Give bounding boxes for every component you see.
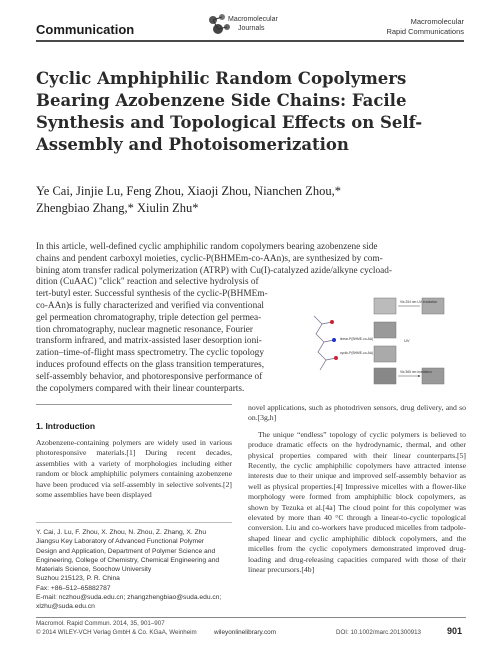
- section-heading: 1. Introduction: [36, 421, 96, 431]
- page-number: 901: [447, 626, 463, 636]
- footer-copyright: © 2014 WILEY-VCH Verlag GmbH & Co. KGaA, Weinheim: [36, 629, 197, 636]
- intro-right-paragraph-2: The unique “endless” topology of cyclic polymers is believed to produce dramatic effects on the hydrodynamic, thermal, and other physical properties compared with their linear counterparts.[5] Recently, the cyclic amphiphilic copolymers have attracted intense interests due to their unique and improved self-assembly behavior as well as physical properties.[4] Impressive micelles with a flower-like morphology were formed from amphiphilic block copolymers, as shown by Tezuka et al.[4a] The cloud point for this copolymer was elevated by more than 40 °C through a linear-to-cyclic topological conversion. Liu and co-workers have produced micelles from tadpole-shaped linear and cyclic amphiphilic diblock copolymers, and the micelles from the cyclic copolymers demonstrated improved drug-loading and drug-releasing capacities compared with those of their linear precursors.[4b]: [248, 429, 466, 575]
- graphic-label-bottom: Vis 365 nm irradiation: [400, 370, 432, 374]
- abstract: In this article, well-defined cyclic amphiphilic random copolymers bearing azobenzene side chains and pendent carboxyl moieties, cyclic-P(BHMEm-co-AAn)s, are synthesized by com- bining atom transfer radical polymerization (ATRP) with Cu(I)-catalyzed azide/alkyne cycload- dition (CuAAC) "click" reaction and selective hydrolysis of tert-butyl ester. Successful synthesis of the cyclic-P(BHMEm- co-AAn)s is fully characterized and verified via conventional gel permeation chromatography, triple detection gel permea- tion chromatography, nuclear magnetic resonance, Fourier transform infrared, and matrix-assisted laser desorption ioni- zation–time-of-flight mass spectrometry. The cyclic topology induces profound effects on the glass transition temperatures, self-assembly behavior, and photoresponsive performance of the copolymers compared with their linear counterparts.: [36, 242, 392, 394]
- header-rule: [36, 40, 464, 42]
- intro-right-paragraph-1: novel applications, such as photodriven sensors, drug delivery, and so on.[3g,h]: [248, 403, 466, 423]
- footer-citation: Macromol. Rapid Commun. 2014, 35, 901–907: [36, 620, 165, 627]
- graphic-label-mid: UV: [404, 338, 410, 343]
- graphic-label-left: linear-P(BHME-co-AA): [340, 337, 374, 341]
- affiliation-rule: [36, 522, 232, 523]
- journal-name: Macromolecular Rapid Communications: [386, 17, 464, 36]
- affiliation-block: Y. Cai, J. Lu, F. Zhou, X. Zhou, N. Zhou, Z. Zhang, X. Zhu Jiangsu Key Laboratory of Advanced Functional Polymer Design and Application, Department of Polymer Science and Engineering, College of Chemistry, Chemical Engineering and Materials Science, Soochow University Suzhou 215123, P. R. China Fax: +86–512–65882787 E-mail: nczhou@suda.edu.cn; zhangzhengbiao@suda.edu.cn; xlzhu@suda.edu.cn: [36, 529, 222, 611]
- logo-line-2: Journals: [238, 25, 265, 32]
- article-title: Cyclic Amphiphilic Random Copolymers Bearing Azobenzene Side Chains: Facile Synthesis and Topological Effects on Self-Assembly and Photoisomerization: [36, 69, 423, 154]
- journal-logo: [206, 12, 288, 38]
- section-rule: [36, 404, 232, 405]
- graphical-abstract: [304, 296, 464, 388]
- footer-website-link[interactable]: wileyonlinelibrary.com: [214, 629, 277, 636]
- intro-right-column: [248, 403, 466, 576]
- page-header: [0, 0, 496, 44]
- graphic-label-bottom2: cyclic-P(BHME-co-AA): [340, 351, 374, 355]
- footer-rule: [36, 617, 466, 618]
- intro-left-column: Azobenzene-containing polymers are widely used in various photoresponsive materials.[1] During recent decades, assemblies with a variety of morphologies including either random or block amphiphilic polymers containing azobenzene have been produced via self-assembly in selective solvents.[2] some assemblies have been displayed: [36, 438, 232, 500]
- footer-doi: DOI: 10.1002/marc.201300913: [336, 629, 421, 636]
- graphic-label-top: Vis 254 nm UV irradiation: [400, 300, 438, 304]
- section-label: Communication: [36, 22, 135, 37]
- author-list: Ye Cai, Jinjie Lu, Feng Zhou, Xiaoji Zhou, Nianchen Zhou,* Zhengbiao Zhang,* Xiulin Zhu*: [36, 184, 341, 215]
- logo-line-1: Macromolecular: [228, 16, 278, 23]
